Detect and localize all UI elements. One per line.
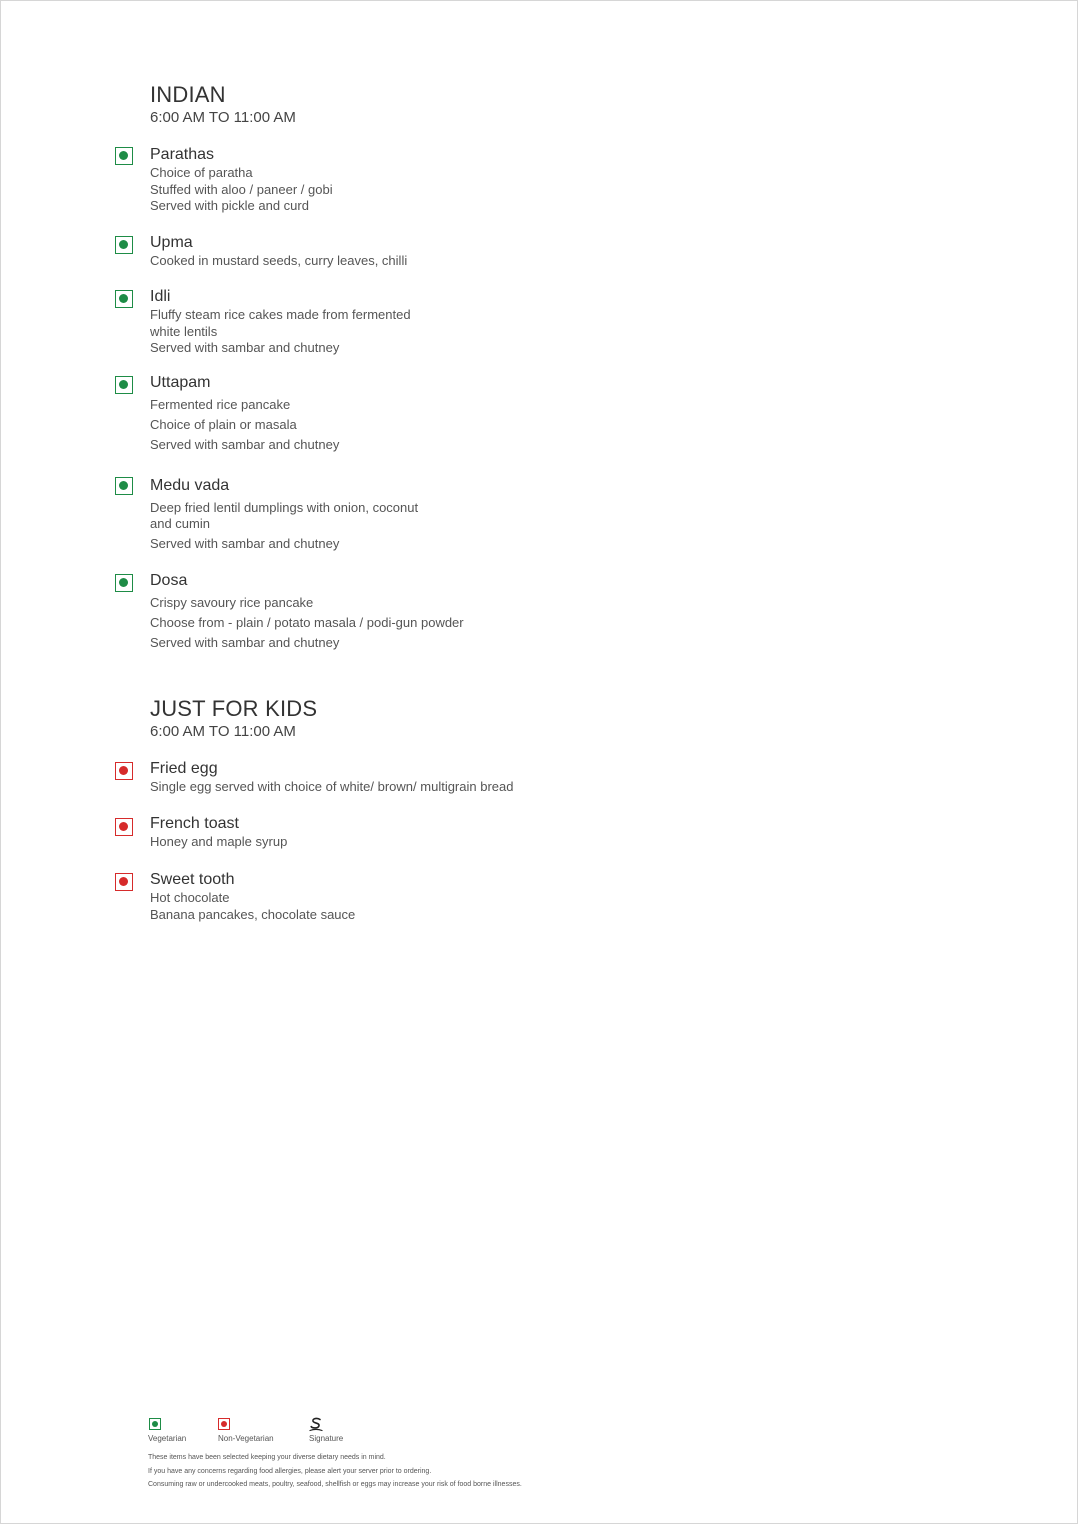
veg-mark-icon	[115, 477, 133, 495]
item-description: Served with sambar and chutney	[150, 340, 340, 355]
item-name: Dosa	[150, 572, 188, 589]
item-name: Idli	[150, 288, 171, 305]
nonveg-mark-icon	[218, 1418, 230, 1430]
section-header-kids	[150, 696, 317, 741]
section-title: JUST FOR KIDS	[150, 696, 318, 721]
legend-label: Non-Vegetarian	[218, 1434, 274, 1443]
item-description: Choose from - plain / potato masala / podi-gun powder	[150, 614, 464, 630]
item-description: Choice of paratha	[150, 165, 253, 180]
legend-label: Vegetarian	[148, 1434, 187, 1443]
item-description: Honey and maple syrup	[150, 834, 288, 849]
item-name: Medu vada	[150, 477, 230, 494]
menu-item-sweet-tooth	[150, 870, 355, 923]
veg-mark-icon	[115, 147, 133, 165]
item-description: Hot chocolate	[150, 890, 230, 905]
item-description: Served with sambar and chutney	[150, 634, 340, 650]
item-description: Fluffy steam rice cakes made from fermented	[150, 307, 411, 322]
item-description: Banana pancakes, chocolate sauce	[150, 906, 356, 922]
veg-mark-icon	[115, 290, 133, 308]
nonveg-mark-icon	[115, 818, 133, 836]
item-description: Choice of plain or masala	[150, 416, 297, 432]
item-description: Fermented rice pancake	[150, 396, 291, 412]
legend-label: Signature	[309, 1434, 344, 1443]
veg-mark-icon	[115, 574, 133, 592]
veg-mark-icon	[149, 1418, 161, 1430]
section-title: INDIAN	[150, 82, 226, 107]
item-description: white lentils	[150, 323, 218, 339]
menu-item-fried-egg	[150, 759, 513, 796]
menu-item-uttapam	[150, 373, 339, 453]
nonveg-mark-icon	[115, 762, 133, 780]
menu-item-french-toast	[150, 814, 287, 851]
note-allergies: If you have any concerns regarding food allergies, please alert your server prior to ordering.	[148, 1467, 432, 1475]
item-description: Served with sambar and chutney	[150, 436, 340, 452]
item-name: Upma	[150, 234, 193, 251]
item-description: Cooked in mustard seeds, curry leaves, chilli	[150, 253, 408, 268]
menu-item-medu-vada	[150, 476, 418, 553]
nonveg-mark-icon	[115, 873, 133, 891]
item-description: Served with sambar and chutney	[150, 536, 340, 551]
footer-notes	[148, 1451, 522, 1492]
item-description: Stuffed with aloo / paneer / gobi	[150, 181, 333, 197]
item-name: French toast	[150, 815, 239, 832]
item-name: Uttapam	[150, 374, 211, 391]
section-hours: 6:00 AM TO 11:00 AM	[150, 109, 296, 126]
menu-item-parathas	[150, 145, 333, 215]
item-name: Sweet tooth	[150, 871, 235, 888]
menu-item-idli	[150, 287, 411, 357]
note-raw-food: Consuming raw or undercooked meats, poultry, seafood, shellfish or eggs may increase your risk of food borne illnesses.	[148, 1481, 522, 1488]
item-description: Crispy savoury rice pancake	[150, 594, 314, 610]
item-description: Single egg served with choice of white/ brown/ multigrain bread	[150, 779, 514, 794]
section-hours: 6:00 AM TO 11:00 AM	[150, 723, 296, 740]
section-header-indian	[150, 82, 296, 127]
signature-icon	[308, 1416, 324, 1432]
item-name: Parathas	[150, 146, 215, 163]
item-description: and cumin	[150, 516, 210, 531]
item-description: Served with pickle and curd	[150, 198, 309, 213]
veg-mark-icon	[115, 376, 133, 394]
menu-item-upma	[150, 233, 407, 270]
item-name: Fried egg	[150, 760, 218, 777]
menu-item-dosa	[150, 571, 464, 651]
item-description: Deep fried lentil dumplings with onion, coconut	[150, 499, 419, 515]
veg-mark-icon	[115, 236, 133, 254]
note-dietary: These items have been selected keeping your diverse dietary needs in mind.	[148, 1454, 386, 1461]
